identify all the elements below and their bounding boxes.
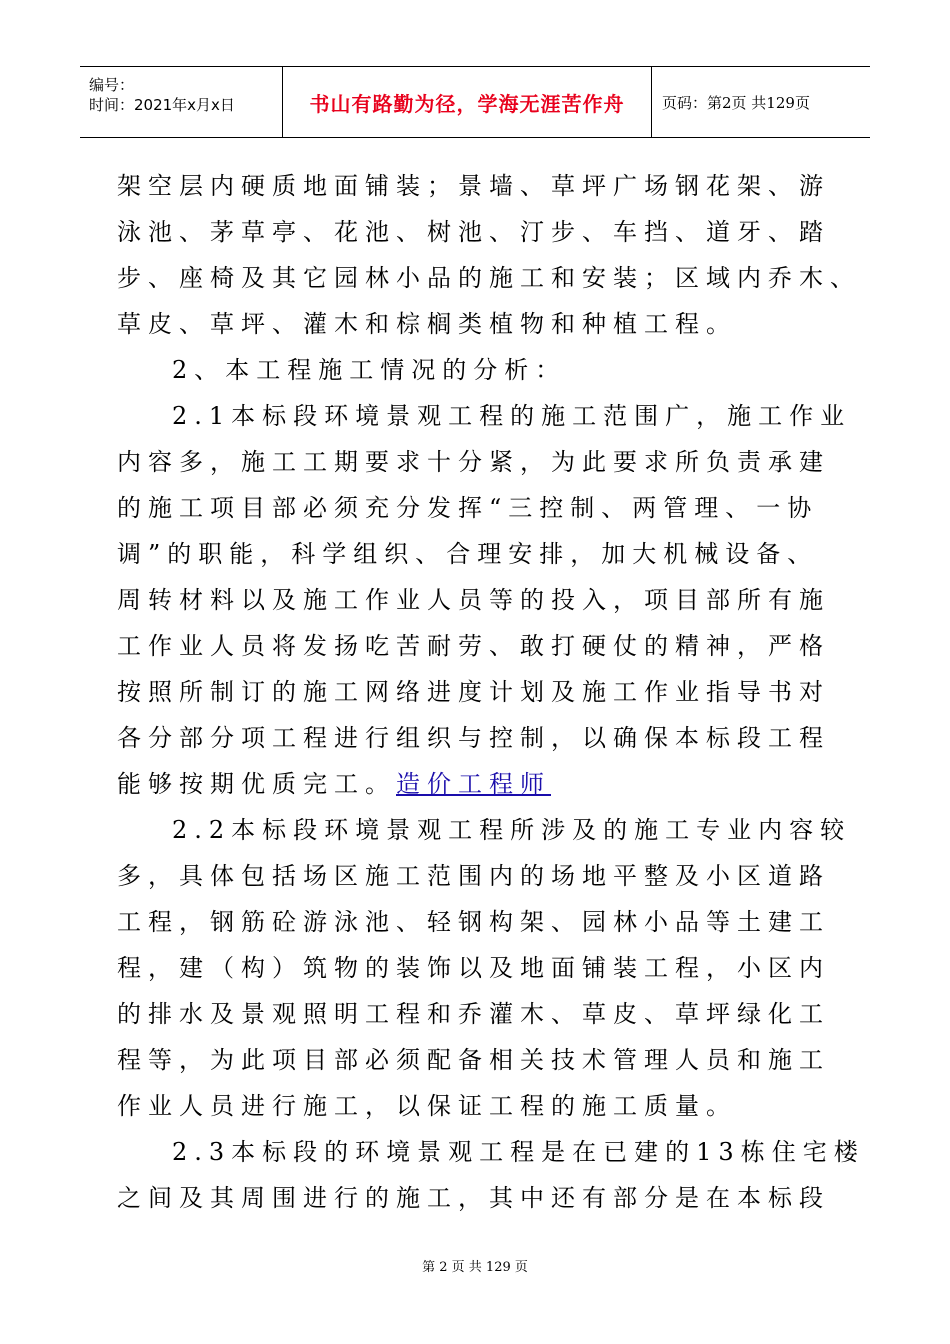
body-line: 周转材料以及施工作业人员等的投入，项目部所有施 [117,586,830,614]
body-line: 之间及其周围进行的施工，其中还有部分是在本标段 [117,1184,830,1212]
body-line: 程，建（构）筑物的装饰以及地面铺装工程，小区内 [117,954,830,982]
body-line: 各分部分项工程进行组织与控制，以确保本标段工程 [117,724,830,752]
body-line: 2.1本标段环境景观工程的施工范围广，施工作业 [172,402,852,430]
date-label: 时间：2021年x月x日 [89,96,235,114]
body-line: 内容多，施工工期要求十分紧，为此要求所负责承建 [117,448,830,476]
body-line-text: 能够按期优质完工。 [117,770,396,798]
body-line: 2.2本标段环境景观工程所涉及的施工专业内容较 [172,816,852,844]
body-line: 程等，为此项目部必须配备相关技术管理人员和施工 [117,1046,830,1074]
body-line: 多，具体包括场区施工范围内的场地平整及小区道路 [117,862,830,890]
page-footer: 第 2 页 共 129 页 [422,1260,528,1275]
header-page-code: 页码：第2页 共129页 [662,93,810,112]
body-line: 工作业人员将发扬吃苦耐劳、敢打硬仗的精神，严格 [117,632,830,660]
body-line: 工程，钢筋砼游泳池、轻钢构架、园林小品等土建工 [117,908,830,936]
body-line: 的施工项目部必须充分发挥“三控制、两管理、一协 [117,494,819,522]
body-line: 的排水及景观照明工程和乔灌木、草皮、草坪绿化工 [117,1000,830,1028]
body-line-with-link [117,761,831,807]
body-line: 调”的职能，科学组织、合理安排，加大机械设备、 [117,540,819,568]
section-heading: 2、本工程施工情况的分析： [172,356,567,384]
body-line: 按照所制订的施工网络进度计划及施工作业指导书对 [117,678,830,706]
page-header [80,66,870,138]
body-line: 架空层内硬质地面铺装；景墙、草坪广场钢花架、游 [117,172,830,200]
header-meta [80,67,282,137]
body-line: 2.3本标段的环境景观工程是在已建的13栋住宅楼 [172,1138,865,1166]
body-line: 泳池、茅草亭、花池、树池、汀步、车挡、道牙、踏 [117,218,830,246]
body-line: 作业人员进行施工，以保证工程的施工质量。 [117,1092,737,1120]
number-label: 编号： [89,76,135,94]
header-motto: 书山有路勤为径，学海无涯苦作舟 [282,67,652,137]
document-body [117,163,865,1221]
cost-engineer-link[interactable]: 造价工程师 [396,770,551,798]
body-line: 草皮、草坪、灌木和棕榈类植物和种植工程。 [117,310,737,338]
body-line: 步、座椅及其它园林小品的施工和安装；区域内乔木、 [117,264,861,292]
